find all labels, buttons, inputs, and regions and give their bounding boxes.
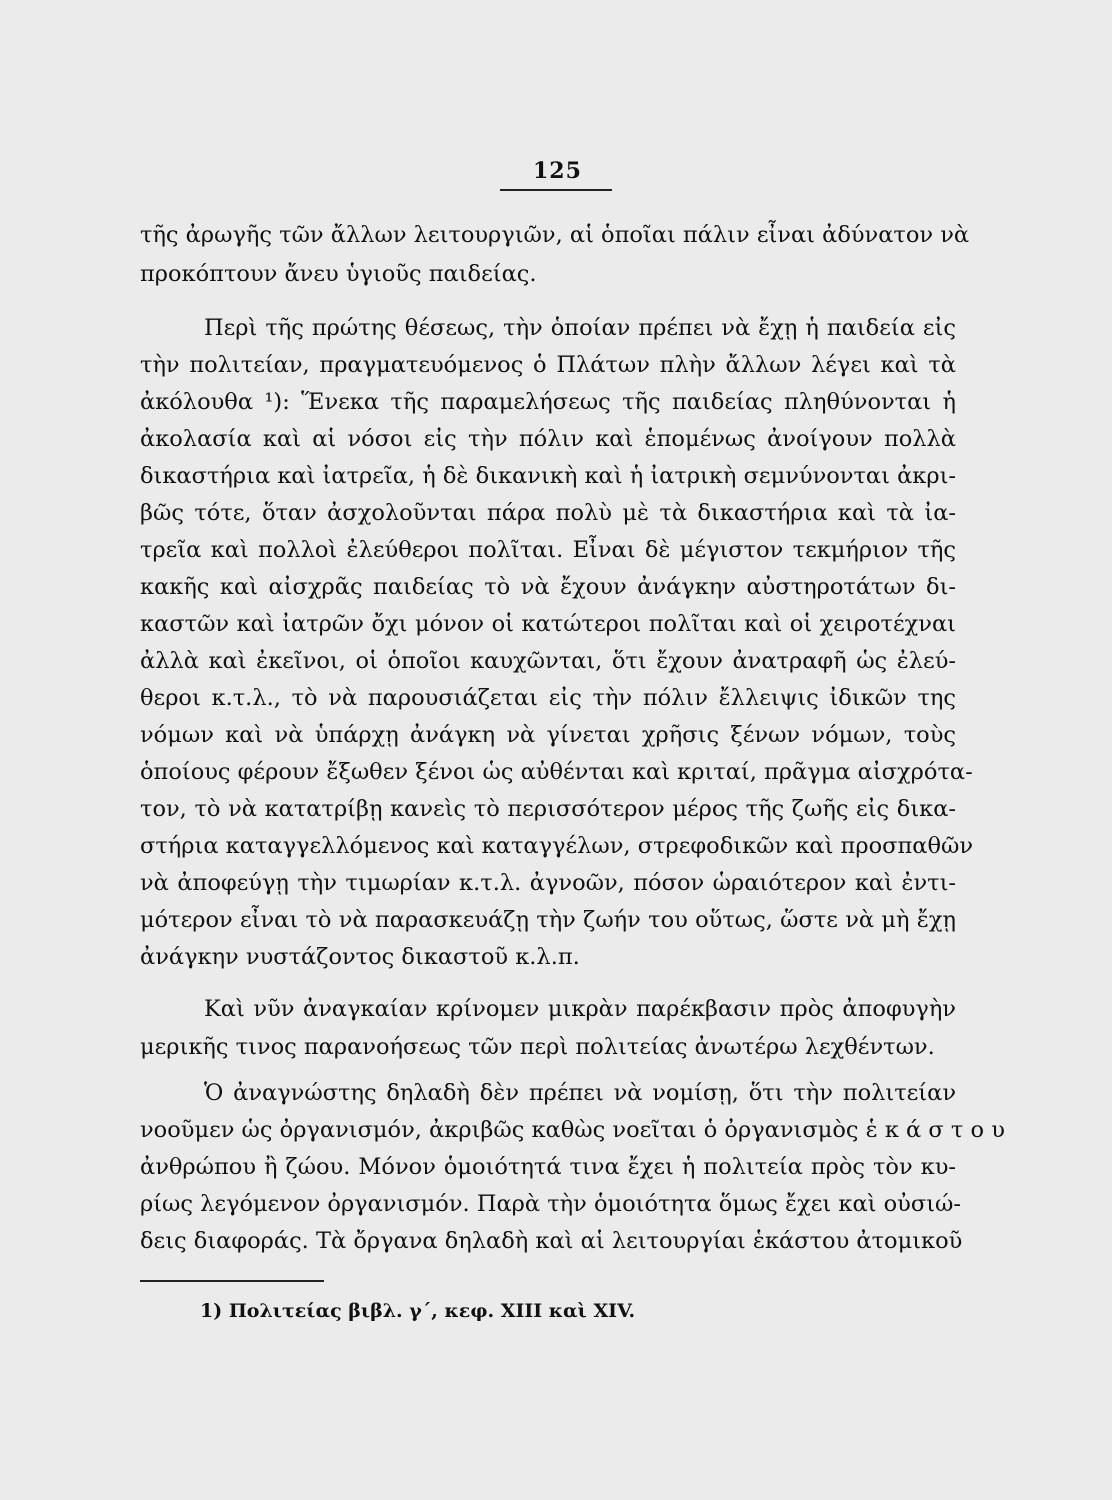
text-line: βῶς τότε, ὅταν ἀσχολοῦνται πάρα πολὺ μὲ τὰ δικαστήρια καὶ τὰ ἰα- <box>140 500 956 526</box>
text-line: ἀνθρώπου ἢ ζώου. Μόνον ὁμοιότητά τινα ἔχει ἡ πολιτεία πρὸς τὸν κυ- <box>140 1154 956 1180</box>
text-line: μερικῆς τινος παρανοήσεως τῶν περὶ πολιτείας ἀνωτέρω λεχθέντων. <box>140 1034 935 1060</box>
text-line: Περὶ τῆς πρώτης θέσεως, τὴν ὁποίαν πρέπει νὰ ἔχῃ ἡ παιδεία εἰς <box>204 315 956 341</box>
text-line: καστῶν καὶ ἰατρῶν ὄχι μόνον οἱ κατώτεροι πολῖται καὶ οἱ χειροτέχναι <box>140 611 956 637</box>
text-line: νοοῦμεν ὡς ὀργανισμόν, ἀκριβῶς καθὼς νοεῖται ὁ ὀργανισμὸς ἑ κ ά σ τ ο υ <box>140 1117 1005 1143</box>
footnote-rule <box>140 1280 324 1282</box>
text-line: ἀκολασία καὶ αἱ νόσοι εἰς τὴν πόλιν καὶ ἑπομένως ἀνοίγουν πολλὰ <box>140 426 956 452</box>
text-line: Καὶ νῦν ἀναγκαίαν κρίνομεν μικρὰν παρέκβασιν πρὸς ἀποφυγὴν <box>204 996 956 1022</box>
text-line: τρεῖα καὶ πολλοὶ ἐλεύθεροι πολῖται. Εἶναι δὲ μέγιστον τεκμήριον τῆς <box>140 537 956 563</box>
page-number: 125 <box>533 158 582 184</box>
text-line: μότερον εἶναι τὸ νὰ παρασκευάζῃ τὴν ζωήν του οὕτως, ὥστε νὰ μὴ ἔχῃ <box>140 907 956 933</box>
text-line: ἀκόλουθα ¹): Ἕνεκα τῆς παραμελήσεως τῆς παιδείας πληθύνονται ἡ <box>140 389 956 415</box>
text-line: ὁποίους φέρουν ἔξωθεν ξένοι ὡς αὐθένται καὶ κριταί, πρᾶγμα αἰσχρότα- <box>140 759 973 785</box>
text-line: δεις διαφοράς. Τὰ ὄργανα δηλαδὴ καὶ αἱ λειτουργίαι ἑκάστου ἀτομικοῦ <box>140 1228 963 1254</box>
text-line: τῆς ἀρωγῆς τῶν ἄλλων λειτουργιῶν, αἱ ὁποῖαι πάλιν εἶναι ἀδύνατον νὰ <box>140 222 970 248</box>
text-line: Ὁ ἀναγνώστης δηλαδὴ δὲν πρέπει νὰ νομίσῃ, ὅτι τὴν πολιτείαν <box>204 1080 956 1106</box>
text-line: ἀλλὰ καὶ ἐκεῖνοι, οἱ ὁποῖοι καυχῶνται, ὅτι ἔχουν ἀνατραφῆ ὡς ἐλεύ- <box>140 648 956 674</box>
text-line: στήρια καταγγελλόμενος καὶ καταγγέλων, στρεφοδικῶν καὶ προσπαθῶν <box>140 833 974 859</box>
text-line: κακῆς καὶ αἰσχρᾶς παιδείας τὸ νὰ ἔχουν ἀνάγκην αὐστηροτάτων δι- <box>140 574 956 600</box>
text-line: ρίως λεγόμενον ὀργανισμόν. Παρὰ τὴν ὁμοιότητα ὅμως ἔχει καὶ οὐσιώ- <box>140 1191 961 1217</box>
text-line: προκόπτουν ἄνευ ὑγιοῦς παιδείας. <box>140 261 537 287</box>
footnote: 1) Πολιτείας βιβλ. γ΄, κεφ. XIII καὶ XIV. <box>200 1300 636 1322</box>
text-line: νὰ ἀποφεύγῃ τὴν τιμωρίαν κ.τ.λ. ἀγνοῶν, πόσον ὡραιότερον καὶ ἐντι- <box>140 870 956 896</box>
text-line: θεροι κ.τ.λ., τὸ νὰ παρουσιάζεται εἰς τὴν πόλιν ἔλλειψις ἰδικῶν της <box>140 685 956 711</box>
text-line: ἀνάγκην νυστάζοντος δικαστοῦ κ.λ.π. <box>140 944 580 970</box>
text-line: νόμων καὶ νὰ ὑπάρχῃ ἀνάγκη νὰ γίνεται χρῆσις ξένων νόμων, τοὺς <box>140 722 956 748</box>
header-rule <box>500 189 612 191</box>
text-line: δικαστήρια καὶ ἰατρεῖα, ἡ δὲ δικανικὴ καὶ ἡ ἰατρικὴ σεμνύνονται ἀκρι- <box>140 463 956 489</box>
text-line: τον, τὸ νὰ κατατρίβῃ κανεὶς τὸ περισσότερον μέρος τῆς ζωῆς εἰς δικα- <box>140 796 956 822</box>
text-line: τὴν πολιτείαν, πραγματευόμενος ὁ Πλάτων πλὴν ἄλλων λέγει καὶ τὰ <box>140 352 956 378</box>
